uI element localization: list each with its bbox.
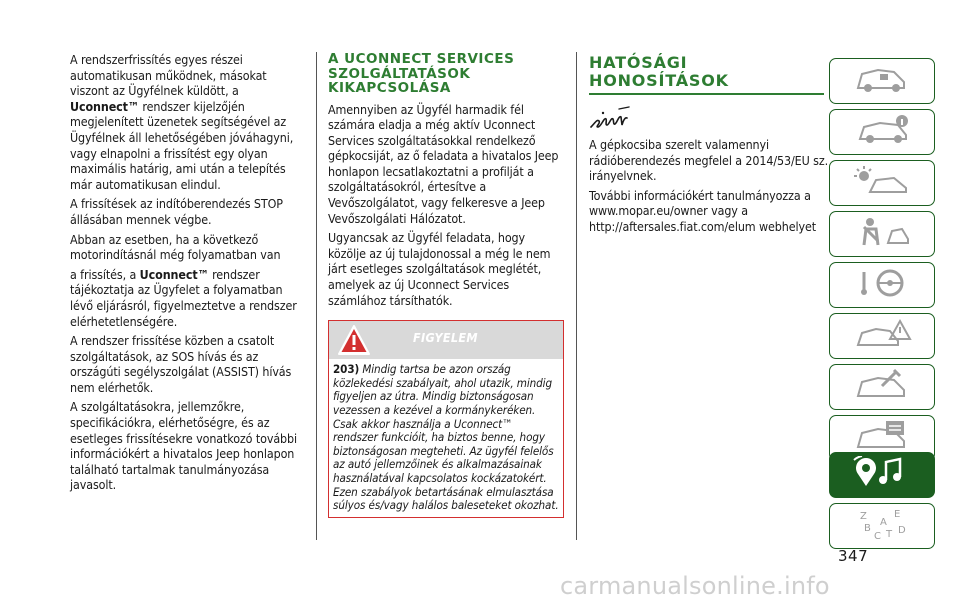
paragraph-approvals-2: További információkért tanulmányozza a www.mopar.eu/owner vagy a http://aftersales.fiat.com/elum webhelyet — [589, 187, 816, 234]
chapter-tab-multimedia[interactable] — [829, 452, 935, 498]
paragraph-deactivation-2: Ugyancsak az Ügyfél feladata, hogy közölje az új tulajdonossal a még le nem járt esetleges szolgáltatások meglétét, amelyek az új Uconnect Services számlához társíthatók. — [328, 230, 551, 308]
watermark: carmanualsonline.info — [560, 572, 830, 600]
car-lights-icon — [850, 164, 914, 202]
car-info-icon — [850, 113, 914, 151]
steering-wheel-icon — [850, 266, 914, 304]
index-letter-b: B — [864, 523, 871, 534]
paragraph-1: A rendszerfrissítés egyes részei automatikusan működnek, másokat viszont az Ügyfélnek küldött, a Uconnect™ rendszer kijelzőjén megjelenített üzenetek segítségével az Ügyfélnek áll lehetőségében jóváhagyni, vagy elnapolni a frissítést egy olyan maximális határig, ami után a telepítés már automatikusan elindul. — [70, 52, 294, 192]
paragraph-4: a frissítés, a Uconnect™ rendszer tájékoztatja az Ügyfelet a folyamatban lévő eljárásról, figyelmeztetve a rendszer elérhetetlenségére. — [70, 266, 297, 329]
index-letter-c: C — [874, 531, 881, 541]
paragraph-approvals-1: A gépkocsiba szerelt valamennyi rádióberendezés megfelel a 2014/53/EU sz. irányelvnek. — [589, 137, 829, 184]
column-middle — [328, 52, 566, 518]
car-emergency-icon — [850, 317, 914, 355]
index-letter-a: A — [880, 517, 887, 528]
paragraph-6: A szolgáltatásokra, jellemzőkre, specifikációkra, elérhetőségre, és az esetleges frissítésekre vonatkozó további információkért a hivatalos Jeep honlapon található tartalmak tanulmányozása javasolt. — [70, 399, 298, 493]
chapter-tab-index[interactable] — [829, 503, 935, 549]
paragraph-2: A frissítések az indítóberendezés STOP állásában mennek végbe. — [70, 196, 283, 227]
index-letter-e: E — [894, 509, 901, 520]
seat-belt-icon — [850, 215, 914, 253]
index-letter-z: Z — [860, 511, 867, 522]
section-title-approvals: HATÓSÁGI HONOSÍTÁSOK — [589, 53, 729, 90]
column-left — [70, 52, 302, 497]
column-right — [589, 54, 829, 239]
warning-label: FIGYELEM — [413, 330, 478, 346]
section-title-deactivation: A UCONNECT SERVICES SZOLGÁLTATÁSOK KIKAPCSOLÁSA — [328, 51, 515, 96]
paragraph-5: A rendszer frissítése közben a csatolt szolgáltatások, az SOS hívás és az országúti segélyszolgálat (ASSIST) hívás nem elérhetők. — [70, 333, 292, 395]
title-underline — [589, 93, 824, 95]
page-number: 347 — [838, 547, 869, 565]
paragraph-deactivation-1: Amennyiben az Ügyfél harmadik fél számára eladja a még aktív Uconnect Services szolgáltatásokkal rendelkező gépkocsiját, az ő feladata a hivatalos Jeep honlapon lecsatlakoztatni a profilját a szolgáltatásokról, értesítve a Vevőszolgálatot, vagy felkeresve a Jeep Vevőszolgálati Hálózatot. — [328, 101, 559, 226]
chapter-tab-car-info[interactable] — [829, 109, 935, 155]
paragraph-3: Abban az esetben, ha a következő motorindításnál még folyamatban van — [70, 231, 281, 263]
chapter-tab-emergency[interactable] — [829, 313, 935, 359]
column-divider-2 — [576, 52, 577, 540]
chapter-tab-lights[interactable] — [829, 160, 935, 206]
chapter-tab-maintenance[interactable] — [829, 364, 935, 410]
warning-header — [329, 321, 563, 359]
warning-triangle-icon — [337, 324, 371, 360]
warning-text: Mindig tartsa be azon ország közlekedési szabályait, ahol utazik, mindig figyeljen az útra. Mindig biztonságosan vezessen a kezével a kormánykeréken. Csak akkor használja a Uconnect™ rendszer funkcióit, ha biztos benne, hogy biztonságosan megteheti. Az ügyfél felelős az autó jellemzőinek és alkalmazásainak használatával kapcsolatos kockázatokért. Ezen szabályok betartásának elmulasztása súlyos és/vagy halálos baleseteket okozhat. — [333, 362, 559, 513]
chapter-tab-driving[interactable] — [829, 262, 935, 308]
handwritten-signature-icon — [589, 105, 829, 131]
chapter-tab-dashboard[interactable] — [829, 58, 935, 104]
index-letter-t: T — [886, 529, 893, 540]
column-divider-1 — [316, 52, 317, 540]
multimedia-icon — [850, 456, 914, 494]
index-letter-d: D — [898, 525, 906, 536]
alphabetical-index-icon — [850, 507, 914, 545]
warning-box — [328, 320, 564, 518]
chapter-tab-safety[interactable] — [829, 211, 935, 257]
car-dashboard-icon — [850, 62, 914, 100]
car-maintenance-icon — [850, 368, 914, 406]
warning-body — [329, 359, 563, 517]
warning-number: 203) — [333, 362, 360, 377]
